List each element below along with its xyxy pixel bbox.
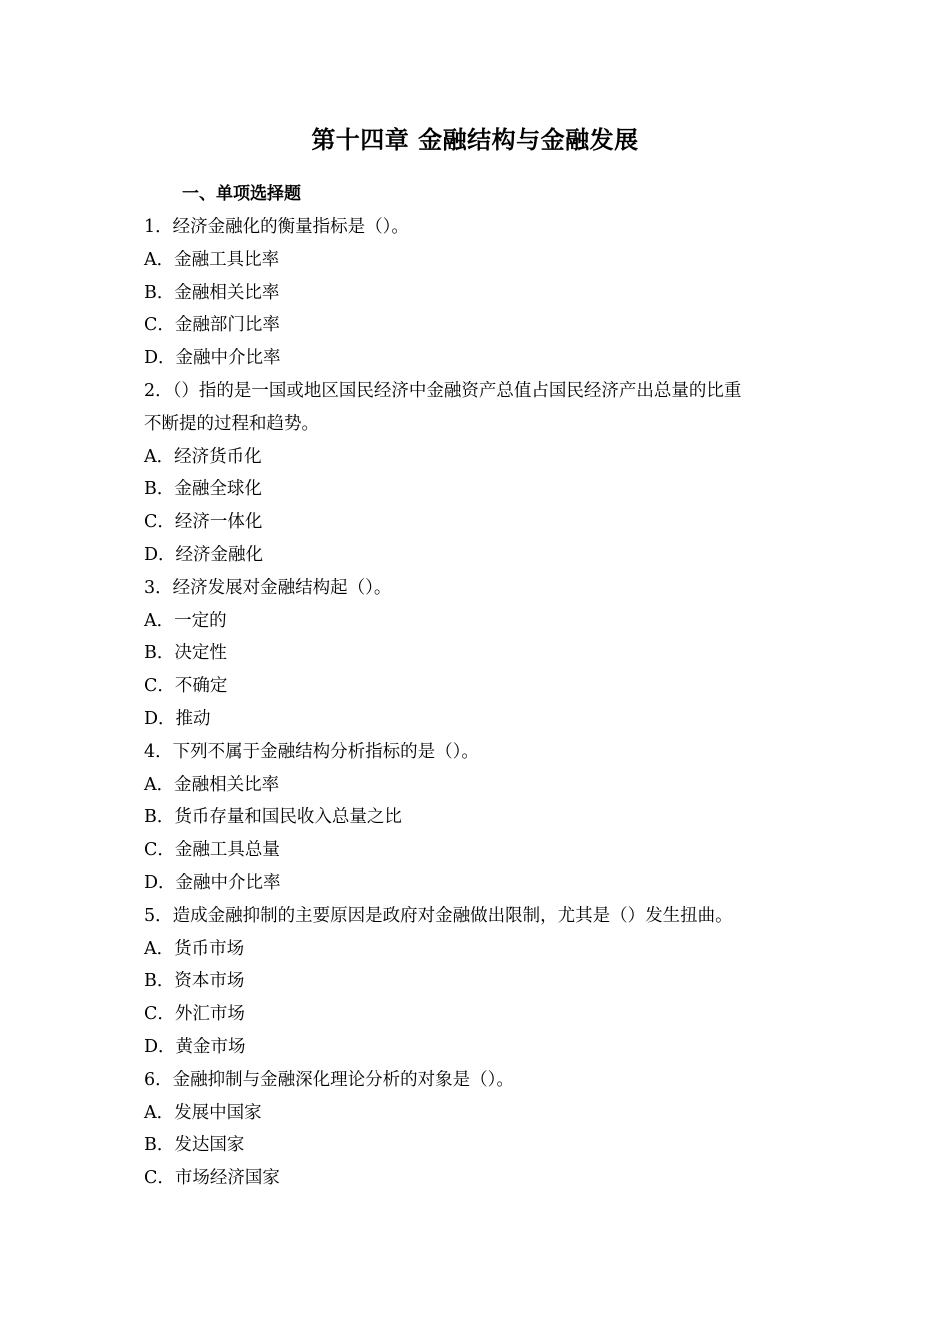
question-1: 1．经济金融化的衡量指标是（）。 [144,217,409,237]
option-3d: D．推动 [144,708,211,729]
option-4c: C．金融工具总量 [144,840,280,861]
option-2c: C．经济一体化 [144,512,263,533]
option-3b: B．决定性 [144,643,227,664]
option-1a: A．金融工具比率 [144,249,280,270]
option-6b: B．发达国家 [144,1135,245,1156]
question-3: 3．经济发展对金融结构起（）。 [144,577,392,598]
question-list [144,211,810,1195]
option-5b: B．资本市场 [144,971,245,992]
section-heading: 一、单项选择题 [182,184,301,204]
chapter-title: 第十四章 金融结构与金融发展 [311,126,639,154]
option-2d: D．经济金融化 [144,544,264,565]
question-5: 5．造成金融抑制的主要原因是政府对金融做出限制，尤其是（）发生扭曲。 [144,905,733,926]
option-2b: B．金融全球化 [144,479,262,500]
option-4b: B．货币存量和国民收入总量之比 [144,807,402,828]
option-3a: A．一定的 [144,610,227,631]
option-1b: B．金融相关比率 [144,282,280,303]
option-3c: C．不确定 [144,676,228,697]
option-2a: A．经济货币化 [144,446,262,467]
option-4d: D．金融中介比率 [144,872,281,893]
question-4: 4．下列不属于金融结构分析指标的是（）。 [144,741,479,762]
option-5c: C．外汇市场 [144,1004,245,1025]
option-1c: C．金融部门比率 [144,315,280,336]
option-6a: A．发展中国家 [144,1102,262,1123]
option-5d: D．黄金市场 [144,1036,246,1057]
option-5a: A．货币市场 [144,938,245,959]
option-6c: C．市场经济国家 [144,1168,280,1189]
question-2: 2．（）指的是一国或地区国民经济中金融资产总值占国民经济产出总量的比重 [144,380,742,401]
question-6: 6．金融抑制与金融深化理论分析的对象是（）。 [144,1069,514,1090]
option-4a: A．金融相关比率 [144,774,280,795]
question-2-continued: 不断提的过程和趋势。 [144,413,319,434]
option-1d: D．金融中介比率 [144,348,281,369]
